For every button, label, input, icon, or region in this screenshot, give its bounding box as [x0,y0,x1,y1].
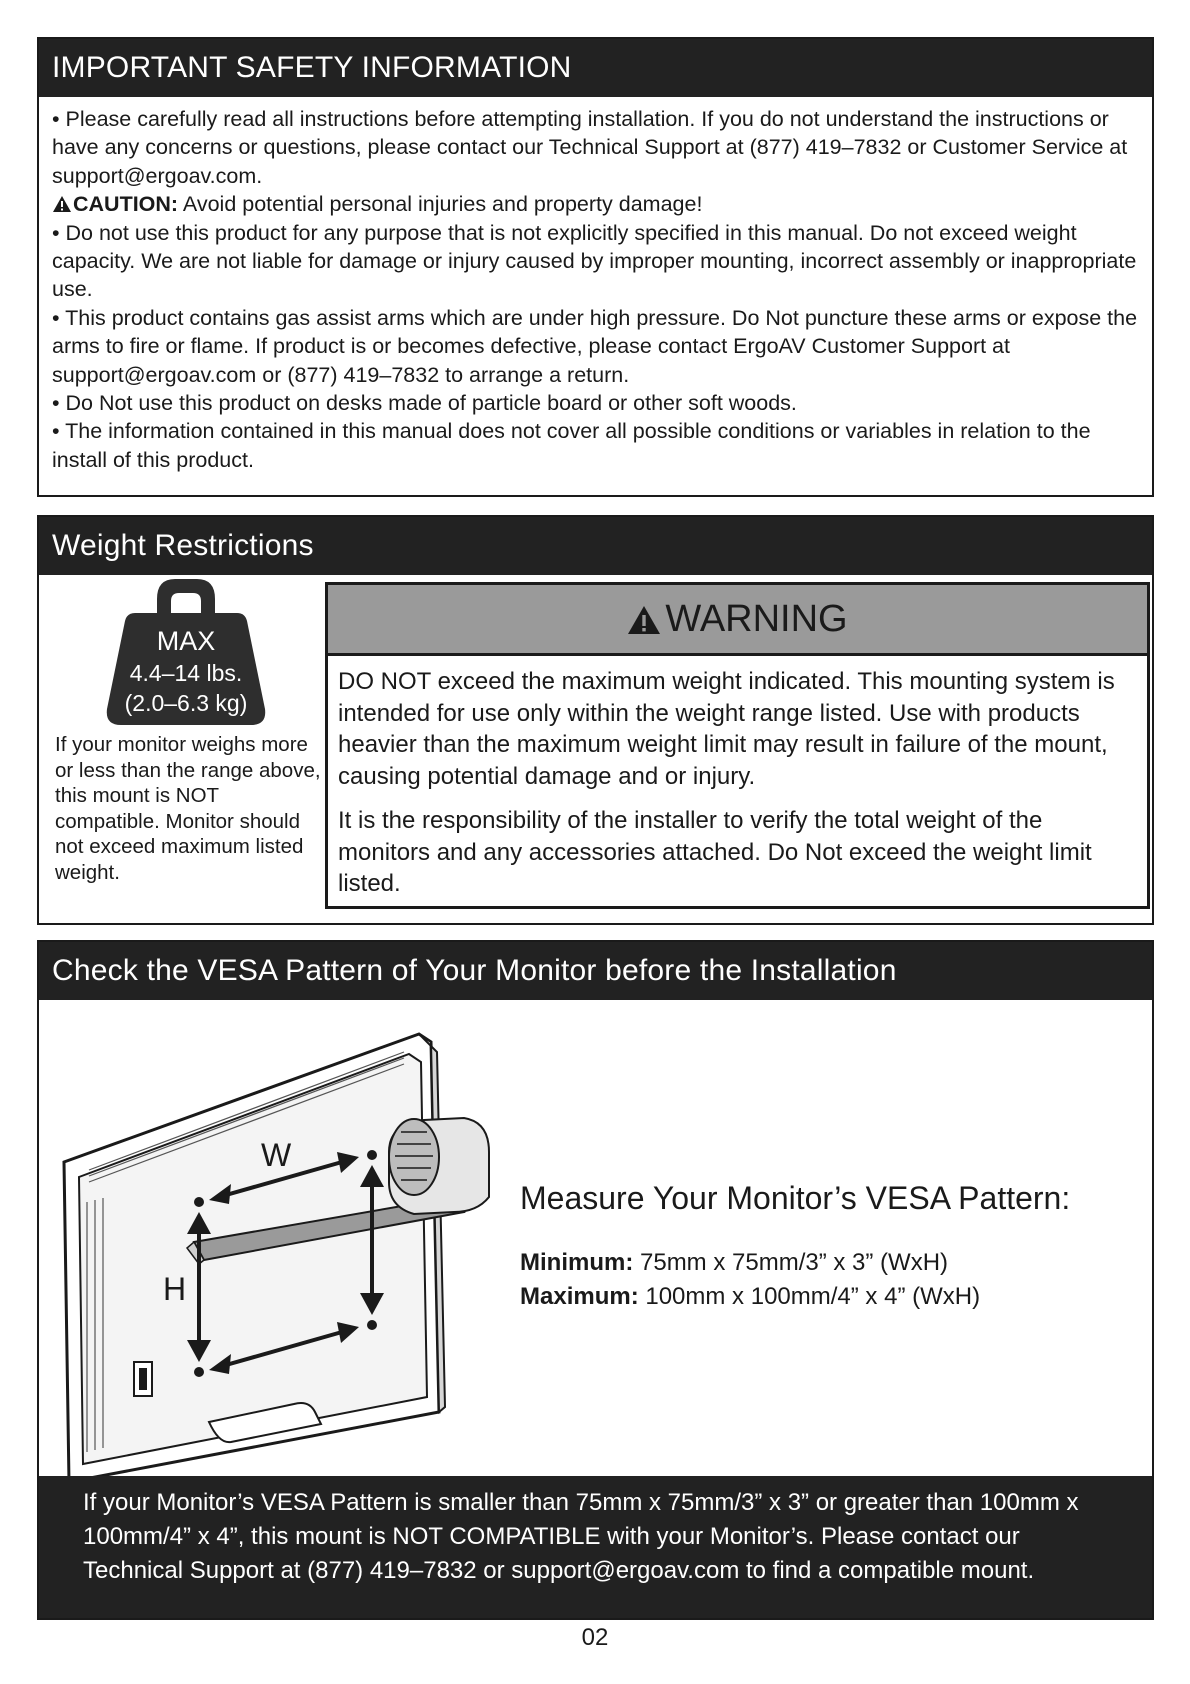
safety-paragraph: • Do not use this product for any purpose that is not explicitly specified in this manual. Do not exceed weight capacity. We are not liable for damage or injury caused by improper mounting, incorrect assembly or inappropriate use. [52,220,1137,302]
warning-paragraph: DO NOT exceed the maximum weight indicated. This mounting system is intended for use only within the weight range listed. Use with products heavier than the maximum weight limit may result in failure of the mount, causing potential damage and or injury. [338,668,1115,790]
safety-paragraph: • Do Not use this product on desks made of particle board or other soft woods. [52,391,797,416]
vesa-min-value: 75mm x 75mm/3” x 3” (WxH) [633,1249,949,1276]
measure-title: Measure Your Monitor’s VESA Pattern: [520,1180,1071,1216]
safety-paragraph: • This product contains gas assist arms which are under high pressure. Do Not puncture these arms or expose the arms to fire or flame. If product is or becomes defective, please contact ErgoAV Customer Support at support@ergoav.com or (877) 419–7832 to arrange a return. [52,305,1138,387]
page-number: 02 [581,1624,609,1651]
vesa-title: Check the VESA Pattern of Your Monitor before the Installation [39,942,1152,1000]
caution-text: Avoid potential personal injuries and property damage! [178,192,703,217]
safety-paragraph: • The information contained in this manual does not cover all possible conditions or variables in relation to the install of this product. [52,419,1091,472]
height-label: H [163,1271,187,1307]
safety-body [39,97,1152,474]
warning-icon [627,605,661,635]
weight-note: If your monitor weighs more or less than the range above, this mount is NOT compatible. Monitor should not exceed maximum listed weight. [55,733,321,884]
width-label: W [261,1137,292,1173]
caution-icon [52,195,72,213]
warning-body [328,656,1147,900]
monitor-vesa-illustration [59,1032,529,1492]
vesa-minimum [520,1249,948,1277]
caution-line [52,190,1142,218]
warning-title: WARNING [665,598,848,640]
weight-title: Weight Restrictions [39,517,1152,575]
vesa-compatibility-note: If your Monitor’s VESA Pattern is smaller than 75mm x 75mm/3” x 3” or greater than 100mm x 100mm/4” x 4”, this mount is NOT COMPATIBLE with your Monitor’s. Please contact our Technical Support at (877) 419–7832 or support@ergoav.com to find a compatible mount. [39,1476,1152,1618]
warning-paragraph: It is the responsibility of the installer to verify the total weight of the monitors and any accessories attached. Do Not exceed the weight limit listed. [338,807,1092,897]
weight-section [37,515,1154,925]
warning-header [328,585,1147,656]
vesa-max-value: 100mm x 100mm/4” x 4” (WxH) [638,1283,981,1310]
vesa-max-label: Maximum: [520,1283,639,1310]
weight-max-label: MAX [156,626,216,656]
caution-label: CAUTION: [73,192,179,217]
weight-icon [105,577,267,727]
vesa-maximum [520,1283,980,1311]
weight-range-kg: (2.0–6.3 kg) [124,690,248,716]
warning-box [325,582,1150,909]
vesa-section [37,940,1154,1620]
weight-range-lbs: 4.4–14 lbs. [129,660,243,686]
safety-paragraph: • Please carefully read all instructions before attempting installation. If you do not understand the instructions or have any concerns or questions, please contact our Technical Support at (877) 419–7832 or Customer Service at support@ergoav.com. [52,107,1128,188]
vesa-min-label: Minimum: [520,1249,634,1276]
safety-section [37,37,1154,497]
safety-title: IMPORTANT SAFETY INFORMATION [39,39,1152,97]
